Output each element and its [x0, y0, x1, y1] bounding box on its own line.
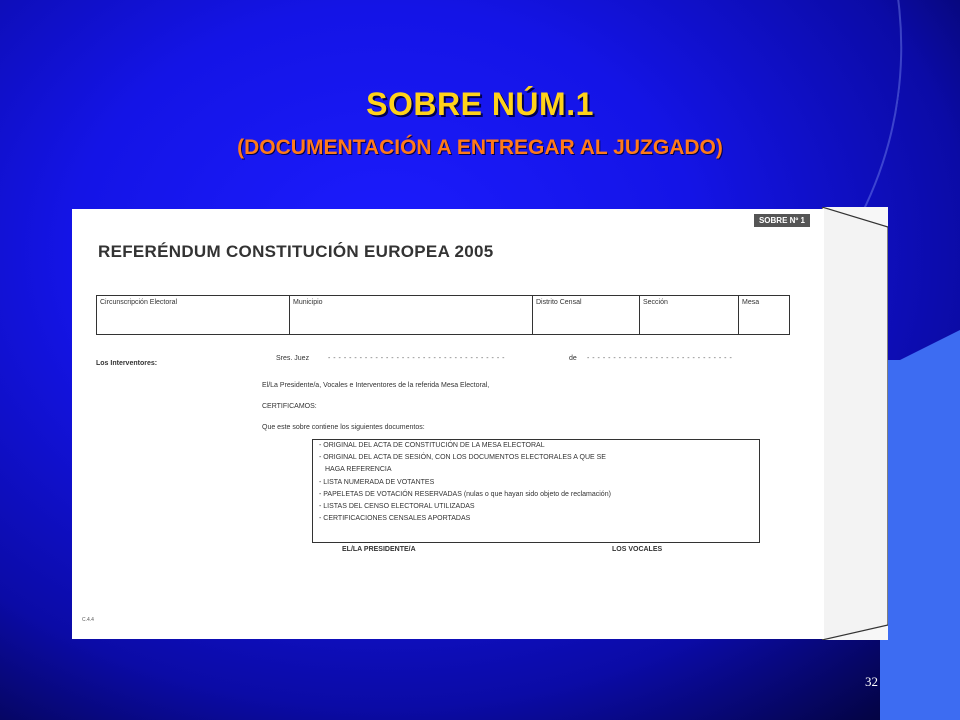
- slide-subtitle: (DOCUMENTACIÓN A ENTREGAR AL JUZGADO): [237, 136, 723, 159]
- list-item: - LISTAS DEL CENSO ELECTORAL UTILIZADAS: [319, 503, 475, 511]
- list-item: - ORIGINAL DEL ACTA DE CONSTITUCIÓN DE LA MESA ELECTORAL: [319, 442, 545, 449]
- juez-label: Sres. Juez: [276, 355, 310, 362]
- header-cell-circunscripcion: Circunscripción Electoral: [97, 296, 290, 335]
- envelope-flap: [822, 207, 888, 640]
- list-item: HAGA REFERENCIA: [325, 466, 392, 474]
- list-item: - ORIGINAL DEL ACTA DE SESIÓN, CON LOS DOCUMENTOS ELECTORALES A QUE SE: [319, 454, 606, 462]
- signature-vocales: LOS VOCALES: [612, 546, 663, 553]
- list-item: - LISTA NUMERADA DE VOTANTES: [319, 478, 435, 486]
- juez-dotted-line: - - - - - - - - - - - - - - - - - - - - - - - - - - - - - - - - - -: [328, 355, 505, 362]
- certificamos-text: CERTIFICAMOS:: [262, 403, 317, 410]
- document-heading: REFERÉNDUM CONSTITUCIÓN EUROPEA 2005: [98, 242, 494, 261]
- de-dotted-line: - - - - - - - - - - - - - - - - - - - - - - - - - - - -: [587, 355, 733, 362]
- presidente-line: El/La Presidente/a, Vocales e Interventores de la referida Mesa Electoral,: [262, 382, 490, 389]
- decorative-side-panel: [880, 360, 960, 720]
- header-cell-distrito: Distrito Censal: [533, 296, 640, 335]
- interventores-label: Los Interventores:: [96, 360, 158, 367]
- sobre-badge: SOBRE Nº 1: [754, 214, 810, 227]
- list-item: - CERTIFICACIONES CENSALES APORTADAS: [319, 515, 471, 523]
- documents-list-box: [312, 439, 760, 543]
- list-item: - PAPELETAS DE VOTACIÓN RESERVADAS (nulas o que hayan sido objeto de reclamación): [319, 490, 611, 498]
- de-label: de: [569, 355, 577, 362]
- header-cell-mesa: Mesa: [739, 296, 790, 335]
- slide-title: SOBRE NÚM.1: [366, 86, 594, 122]
- header-table: [96, 295, 790, 335]
- header-cell-seccion: Sección: [640, 296, 739, 335]
- form-code: C.4.4: [82, 617, 94, 623]
- contains-line: Que este sobre contiene los siguientes documentos:: [262, 424, 425, 431]
- envelope-document: [72, 209, 824, 639]
- page-number: 32: [865, 674, 878, 689]
- header-cell-municipio: Municipio: [290, 296, 533, 335]
- signature-presidente: EL/LA PRESIDENTE/A: [342, 546, 416, 553]
